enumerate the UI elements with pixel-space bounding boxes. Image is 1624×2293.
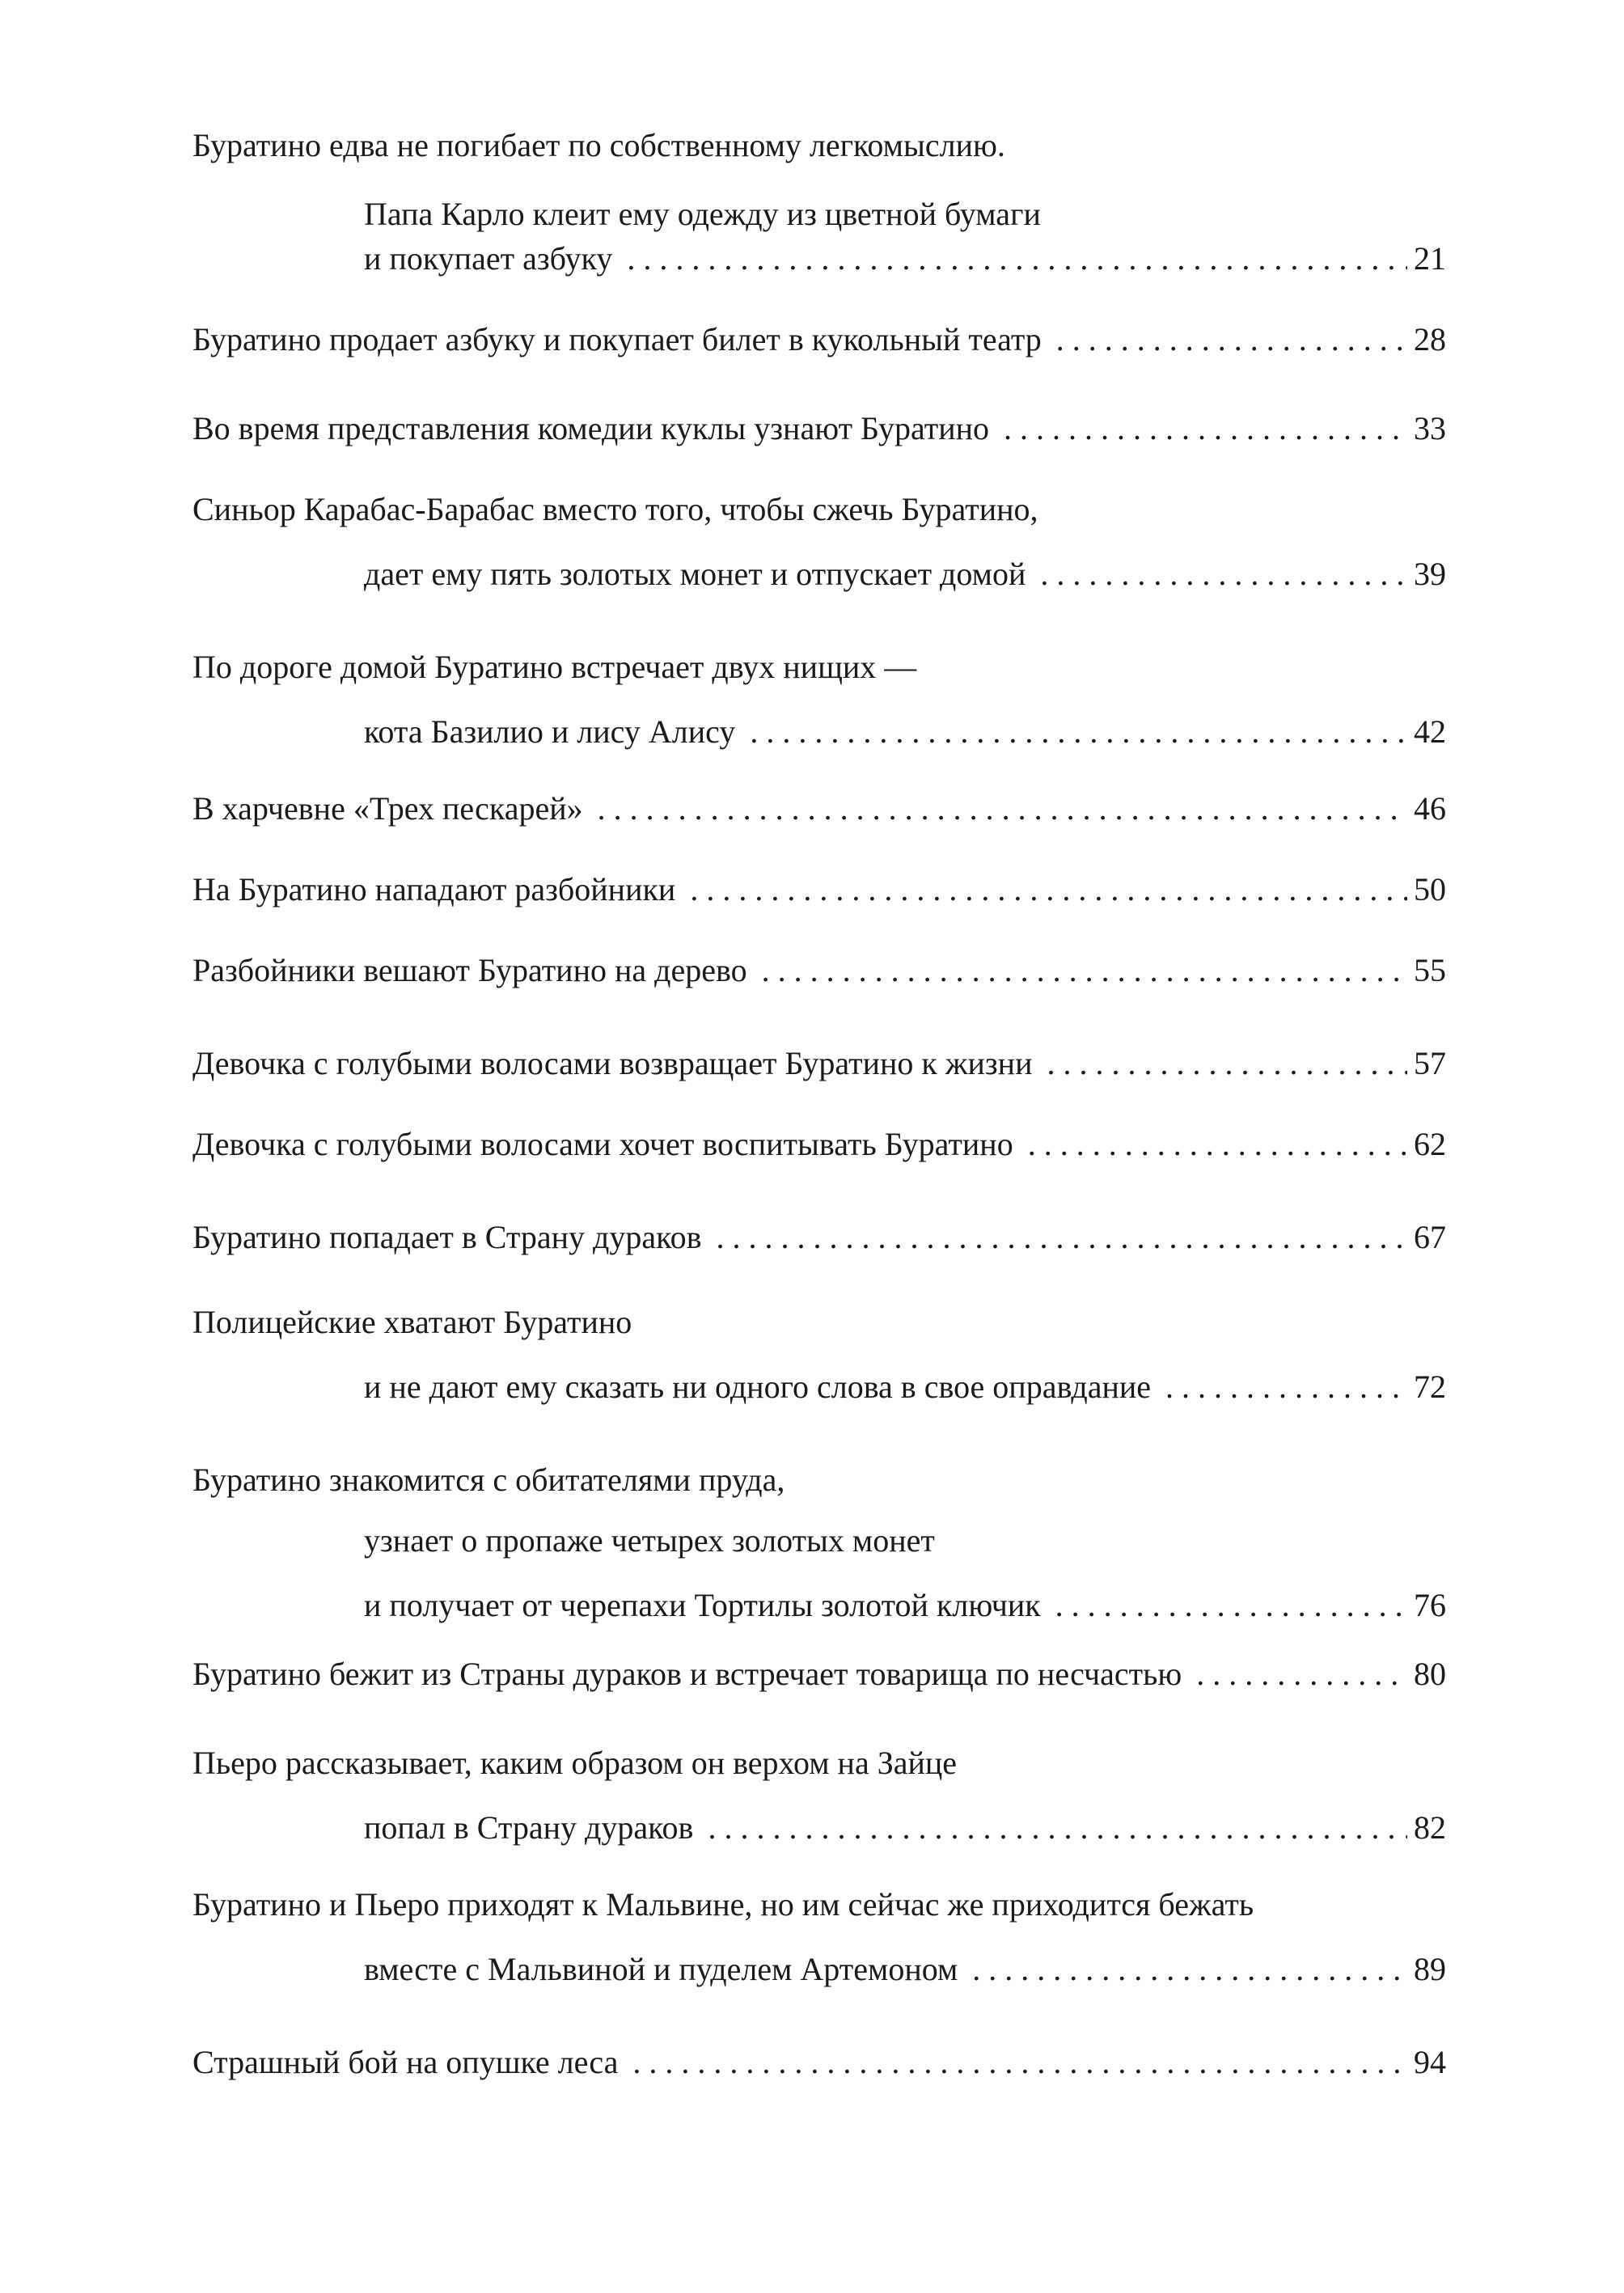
page-number: 76	[1414, 1587, 1446, 1623]
toc-entry-line	[192, 1881, 1446, 1929]
dot-leader	[618, 2038, 1407, 2087]
page-number: 21	[1414, 240, 1446, 277]
dot-leader	[1042, 315, 1407, 364]
dot-leader	[735, 708, 1407, 756]
toc-entry-title: Во время представления комедии куклы узнают Буратино	[192, 410, 990, 446]
toc-entry-title: Страшный бой на опушке леса	[192, 2044, 619, 2080]
dot-leader	[958, 1945, 1407, 1994]
toc-entry-line-with-page	[364, 1363, 1446, 1411]
dot-leader	[1151, 1363, 1407, 1411]
page-number: 33	[1414, 410, 1446, 446]
toc-entry-line-with-page	[192, 404, 1446, 453]
toc-entry-title: По дороге домой Буратино встречает двух нищих —	[192, 649, 917, 685]
toc-entry-title: попал в Страну дураков	[364, 1809, 694, 1846]
dot-leader	[675, 865, 1407, 914]
toc-entry-line-with-page	[364, 1804, 1446, 1852]
toc-entry-title: Полицейские хватают Буратино	[192, 1304, 632, 1340]
toc-entry-line-with-page	[192, 1213, 1446, 1262]
toc-entry-line	[364, 190, 1446, 239]
page-number: 62	[1414, 1126, 1446, 1162]
toc-entry-line-with-page	[192, 946, 1446, 995]
toc-entry-title: Буратино попадает в Страну дураков	[192, 1219, 702, 1255]
dot-leader	[1013, 1120, 1407, 1169]
toc-entry-title: Девочка с голубыми волосами хочет воспитывать Буратино	[192, 1126, 1013, 1162]
toc-entry-line-with-page	[364, 235, 1446, 283]
toc-entry-title: На Буратино нападают разбойники	[192, 871, 676, 907]
dot-leader	[1182, 1650, 1407, 1699]
toc-entry-line	[192, 1456, 1446, 1504]
toc-entry-title: Буратино бежит из Страны дураков и встречает товарища по несчастью	[192, 1656, 1182, 1692]
toc-entry-title: Пьеро рассказывает, каким образом он верхом на Зайце	[192, 1745, 958, 1781]
toc-entry-title: и не дают ему сказать ни одного слова в свое оправдание	[364, 1369, 1152, 1405]
dot-leader	[1033, 1039, 1408, 1088]
dot-leader	[701, 1213, 1407, 1262]
toc-entry-line	[192, 485, 1446, 534]
toc-entry-line-with-page	[192, 1650, 1446, 1699]
dot-leader	[693, 1804, 1407, 1852]
toc-entry-line-with-page	[364, 1945, 1446, 1994]
toc-entry-title: Буратино и Пьеро приходят к Мальвине, но им сейчас же приходится бежать	[192, 1886, 1254, 1923]
page-number: 80	[1414, 1656, 1446, 1692]
toc-entry-title: вместе с Мальвиной и пуделем Артемоном	[364, 1951, 958, 1987]
toc-entry-line	[192, 1298, 1446, 1347]
toc-entry-line-with-page	[192, 315, 1446, 364]
toc-entry-title: Разбойники вешают Буратино на дерево	[192, 952, 747, 988]
table-of-contents	[192, 0, 1446, 2293]
toc-entry-title: Буратино знакомится с обитателями пруда,	[192, 1462, 785, 1498]
dot-leader	[1026, 550, 1407, 599]
page-number: 55	[1414, 952, 1446, 988]
toc-entry-title: и получает от черепахи Тортилы золотой ключик	[364, 1587, 1041, 1623]
toc-entry-line-with-page	[192, 2038, 1446, 2087]
dot-leader	[1041, 1581, 1407, 1630]
toc-entry-line	[192, 1739, 1446, 1787]
toc-entry-title: кота Базилио и лису Алису	[364, 713, 736, 750]
dot-leader	[583, 785, 1407, 833]
page-number: 28	[1414, 321, 1446, 357]
toc-entry-line-with-page	[192, 865, 1446, 914]
page-number: 82	[1414, 1809, 1446, 1846]
toc-entry-title: Папа Карло клеит ему одежду из цветной бумаги	[364, 196, 1041, 232]
toc-entry-title: Девочка с голубыми волосами возвращает Буратино к жизни	[192, 1045, 1033, 1081]
dot-leader	[747, 946, 1407, 995]
page-number: 67	[1414, 1219, 1446, 1255]
toc-entry-line	[192, 643, 1446, 692]
toc-entry-title: В харчевне «Трех пескарей»	[192, 790, 583, 827]
toc-entry-line	[364, 1517, 1446, 1565]
toc-entry-title: дает ему пять золотых монет и отпускает домой	[364, 556, 1026, 592]
page-number: 50	[1414, 871, 1446, 907]
toc-entry-title: Буратино продает азбуку и покупает билет в кукольный театр	[192, 321, 1042, 357]
toc-entry-line-with-page	[192, 1039, 1446, 1088]
page-number: 94	[1414, 2044, 1446, 2080]
toc-entry-title: Буратино едва не погибает по собственному легкомыслию.	[192, 127, 1005, 163]
toc-entry-title: и покупает азбуку	[364, 240, 613, 277]
dot-leader	[989, 404, 1407, 453]
page-number: 42	[1414, 713, 1446, 750]
page-number: 39	[1414, 556, 1446, 592]
toc-entry-line-with-page	[192, 1120, 1446, 1169]
page-number: 46	[1414, 790, 1446, 827]
toc-entry-title: Синьор Карабас-Барабас вместо того, чтобы сжечь Буратино,	[192, 491, 1038, 527]
page-number: 89	[1414, 1951, 1446, 1987]
toc-entry-title: узнает о пропаже четырех золотых монет	[364, 1522, 935, 1559]
page-number: 72	[1414, 1369, 1446, 1405]
toc-entry-line-with-page	[364, 708, 1446, 756]
toc-entry-line-with-page	[364, 1581, 1446, 1630]
dot-leader	[612, 235, 1407, 283]
toc-entry-line-with-page	[192, 785, 1446, 833]
toc-entry-line-with-page	[364, 550, 1446, 599]
page-number: 57	[1414, 1045, 1446, 1081]
toc-entry-line	[192, 121, 1446, 170]
